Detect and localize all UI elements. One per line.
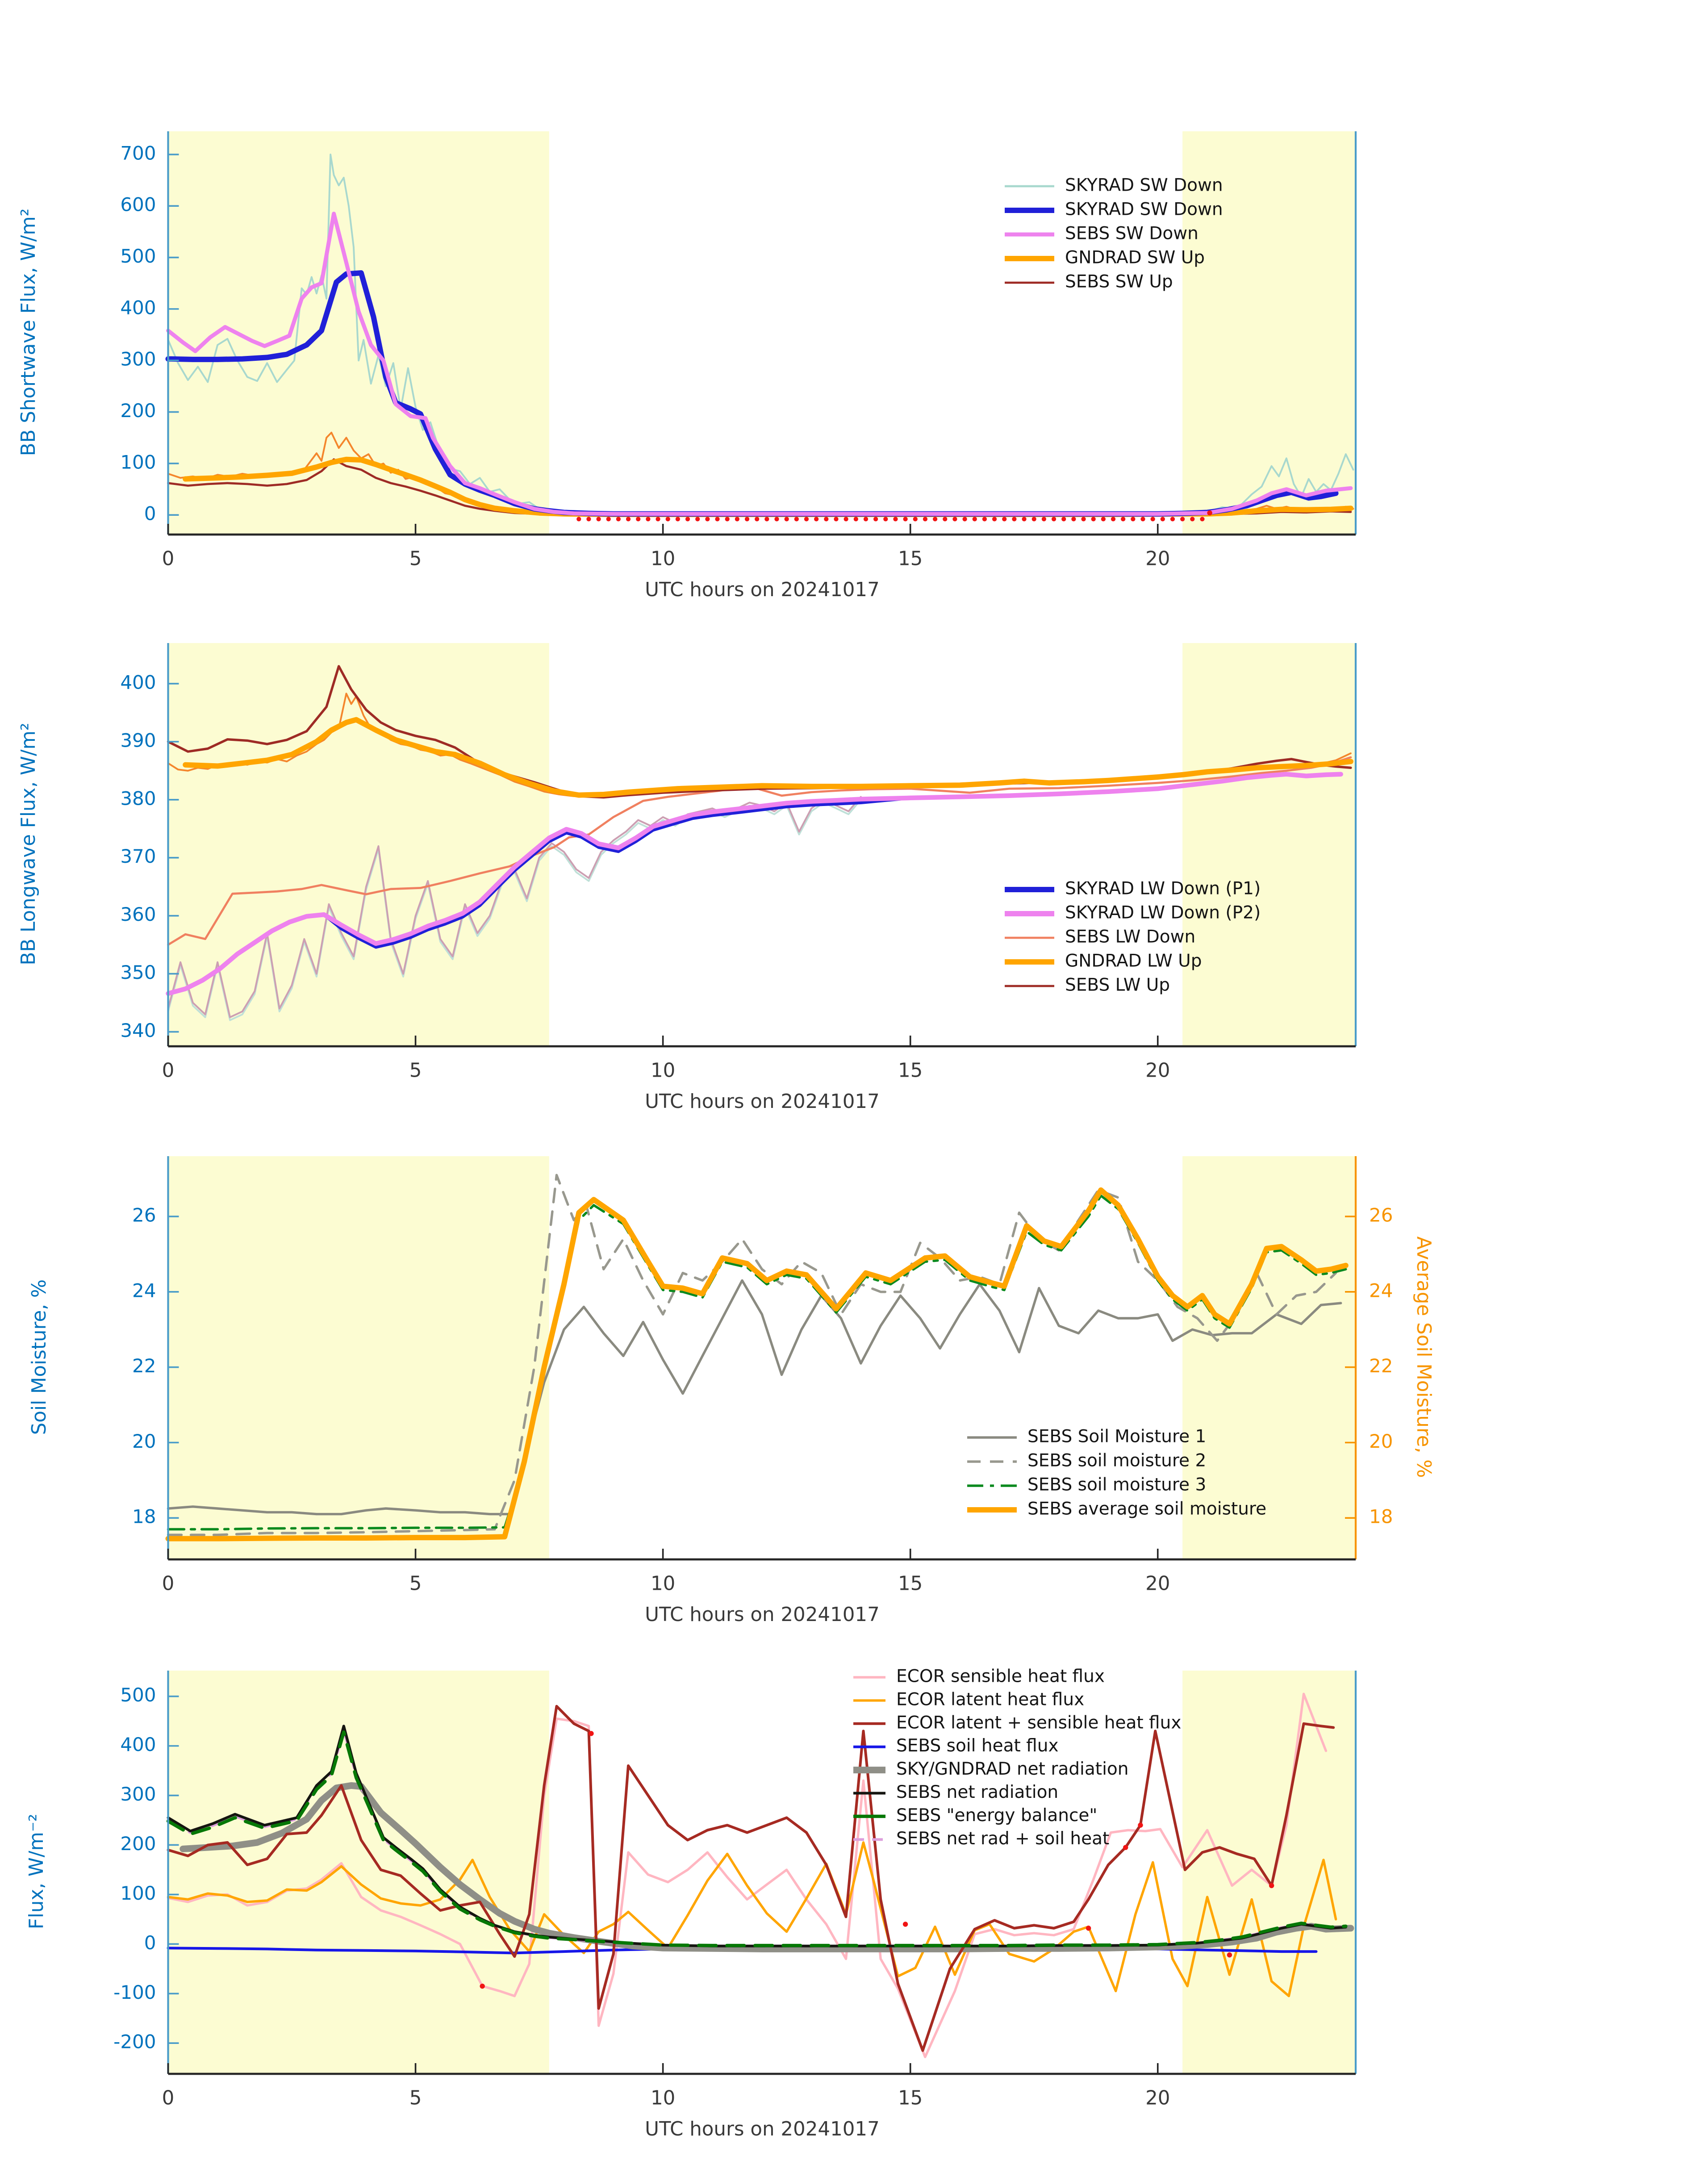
flag-dot [1123,1845,1128,1850]
legend-label: SKYRAD LW Down (P2) [1065,903,1261,923]
flag-dot [695,517,700,521]
flag-dot [883,517,888,521]
flag-dot [893,517,898,521]
legend-label: SKYRAD SW Down [1065,199,1223,220]
flag-dot [804,517,809,521]
flag-dot [923,517,927,521]
flag-dot [745,517,749,521]
flag-dot [576,517,581,521]
y-tick-label: 300 [120,1783,156,1805]
right-y-tick-label: 24 [1369,1279,1393,1302]
flag-dot [864,517,868,521]
flag-dot [1111,517,1115,521]
y-tick-label: 500 [120,245,156,267]
shaded-band [168,131,549,535]
flag-dot [1002,517,1006,521]
legend-label: SEBS average soil moisture [1027,1499,1267,1519]
x-tick-label: 15 [898,1059,923,1082]
flag-dot [982,517,987,521]
x-tick-label: 5 [409,1059,422,1082]
y-tick-label: -100 [113,1981,156,2003]
flag-dot [973,517,977,521]
right-y-tick-label: 22 [1369,1355,1393,1377]
legend-label: SEBS "energy balance" [896,1805,1098,1826]
y-tick-label: 100 [120,451,156,473]
flag-dot [1086,1926,1091,1930]
flag-dot [1022,517,1026,521]
legend-label: SEBS net radiation [896,1782,1059,1802]
flag-dot [705,517,710,521]
x-tick-label: 5 [409,2087,422,2110]
panel-4-y-axis-label: Flux, W/m⁻² [27,1813,48,1930]
flag-dot [596,517,601,521]
flag-dot [685,517,690,521]
flag-dot [626,517,631,521]
legend-label: ECOR latent heat flux [896,1689,1085,1710]
x-tick-label: 5 [409,547,422,570]
panel-1-x-axis-label: UTC hours on 20241017 [645,580,880,602]
flag-dot [1052,517,1056,521]
y-tick-label: 22 [132,1355,156,1377]
panel-3-x-axis-label: UTC hours on 20241017 [645,1605,880,1626]
flag-dot [616,517,621,521]
panel-4 [113,1667,1356,2110]
flag-dot [1121,517,1125,521]
x-tick-label: 0 [162,1572,175,1595]
y-tick-label: 18 [132,1505,156,1528]
y-tick-label: 200 [120,1832,156,1855]
y-tick-label: -200 [113,2031,156,2053]
flag-dot [646,517,650,521]
flag-dot [666,517,670,521]
flag-dot [873,517,878,521]
flag-dot [725,517,730,521]
flag-dot [1131,517,1135,521]
flag-dot [586,517,591,521]
y-tick-label: 26 [132,1204,156,1226]
flag-dot [962,517,967,521]
flag-dot [943,517,947,521]
shaded-band [1182,643,1356,1046]
legend-label: SKY/GNDRAD net radiation [896,1759,1129,1780]
y-tick-label: 700 [120,142,156,164]
panel-4-x-axis-label: UTC hours on 20241017 [645,2119,880,2141]
legend-label: SKYRAD SW Down [1065,175,1223,196]
flag-dot [1180,517,1185,521]
flag-dot [1140,517,1145,521]
panel-2 [120,643,1356,1082]
flag-dot [676,517,680,521]
y-tick-label: 0 [144,1931,156,1954]
legend-label: ECOR sensible heat flux [896,1666,1105,1687]
legend-label: GNDRAD SW Up [1065,247,1205,268]
flag-dot [1269,1883,1274,1888]
y-tick-label: 20 [132,1430,156,1452]
y-tick-label: 400 [120,297,156,319]
y-tick-label: 500 [120,1684,156,1706]
y-tick-label: 350 [120,961,156,984]
flag-dot [834,517,838,521]
x-tick-label: 0 [162,2087,175,2110]
x-tick-label: 0 [162,1059,175,1082]
y-tick-label: 370 [120,845,156,868]
legend-label: SKYRAD LW Down (P1) [1065,878,1261,899]
y-tick-label: 400 [120,671,156,694]
panel-2-x-axis-label: UTC hours on 20241017 [645,1092,880,1113]
flag-dot [636,517,640,521]
legend-label: ECOR latent + sensible heat flux [896,1713,1182,1733]
flag-dot [913,517,918,521]
flag-dot [785,517,789,521]
flag-dot [952,517,957,521]
legend-label: SEBS SW Down [1065,223,1199,244]
flag-dot [1151,517,1155,521]
flag-dot [1138,1822,1143,1827]
flag-dot [1012,517,1016,521]
shaded-band [168,1156,549,1559]
x-tick-label: 10 [650,1059,676,1082]
flag-dot [1227,1952,1232,1957]
panel-1-y-axis-label: BB Shortwave Flux, W/m² [19,208,40,456]
y-tick-label: 600 [120,193,156,216]
flag-dot [1042,517,1046,521]
x-tick-label: 10 [650,1572,676,1595]
flag-dot [1032,517,1036,521]
flag-dot [992,517,997,521]
flag-dot [1170,517,1175,521]
legend-label: SEBS soil heat flux [896,1736,1059,1756]
y-tick-label: 300 [120,348,156,370]
legend-label: GNDRAD LW Up [1065,951,1202,971]
y-tick-label: 340 [120,1020,156,1042]
x-tick-label: 20 [1145,1572,1170,1595]
x-tick-label: 20 [1145,2087,1170,2110]
y-tick-label: 0 [144,502,156,525]
flag-dot [1061,517,1066,521]
y-tick-label: 200 [120,400,156,422]
x-tick-label: 15 [898,1572,923,1595]
flag-dot [824,517,828,521]
legend-label: SEBS net rad + soil heat [896,1828,1110,1849]
flag-dot [606,517,611,521]
right-y-tick-label: 20 [1369,1430,1393,1452]
x-tick-label: 10 [650,547,676,570]
y-tick-label: 24 [132,1279,156,1302]
flag-dot [1081,517,1086,521]
flag-dot [764,517,769,521]
flag-dot [1101,517,1106,521]
flag-dot [755,517,759,521]
x-tick-label: 10 [650,2087,676,2110]
shaded-band [1182,1671,1356,2074]
panel-3 [132,1156,1393,1595]
shaded-band [168,1671,549,2074]
flag-dot [656,517,660,521]
flag-dot [480,1984,484,1989]
flag-dot [589,1731,593,1736]
legend-label: SEBS SW Up [1065,272,1173,292]
y-tick-label: 390 [120,729,156,752]
x-tick-label: 5 [409,1572,422,1595]
flag-dot [1071,517,1076,521]
right-y-tick-label: 18 [1369,1505,1393,1528]
flag-dot [1161,517,1165,521]
panel-2-y-axis-label: BB Longwave Flux, W/m² [19,723,40,965]
flag-dot [1091,517,1096,521]
legend-label: SEBS soil moisture 2 [1027,1450,1207,1471]
x-tick-label: 20 [1145,547,1170,570]
flag-dot [735,517,739,521]
x-tick-label: 15 [898,547,923,570]
flag-dot [814,517,819,521]
y-tick-label: 380 [120,787,156,810]
legend-label: SEBS Soil Moisture 1 [1027,1426,1207,1447]
x-tick-label: 15 [898,2087,923,2110]
flag-dot [854,517,858,521]
flag-dot [844,517,848,521]
legend-label: SEBS soil moisture 3 [1027,1475,1207,1495]
legend-label: SEBS LW Down [1065,927,1196,947]
legend-label: SEBS LW Up [1065,975,1170,995]
flag-dot [715,517,719,521]
flag-dot [1190,517,1194,521]
panel-3-y-axis-label: Soil Moisture, % [29,1279,51,1435]
y-tick-label: 360 [120,903,156,926]
flag-dot [794,517,799,521]
y-tick-label: 100 [120,1882,156,1904]
x-tick-label: 20 [1145,1059,1170,1082]
flag-dot [1207,510,1212,515]
flag-dot [774,517,779,521]
panel-1 [120,131,1356,570]
y-tick-label: 400 [120,1734,156,1756]
right-y-tick-label: 26 [1369,1204,1393,1226]
flag-dot [1200,517,1204,521]
flag-dot [903,517,908,521]
panel-4-legend [853,1667,1181,1849]
x-tick-label: 0 [162,547,175,570]
flag-dot [903,1922,908,1926]
flag-dot [933,517,937,521]
panel-3-right-y-axis-label: Average Soil Moisture, % [1412,1236,1433,1478]
